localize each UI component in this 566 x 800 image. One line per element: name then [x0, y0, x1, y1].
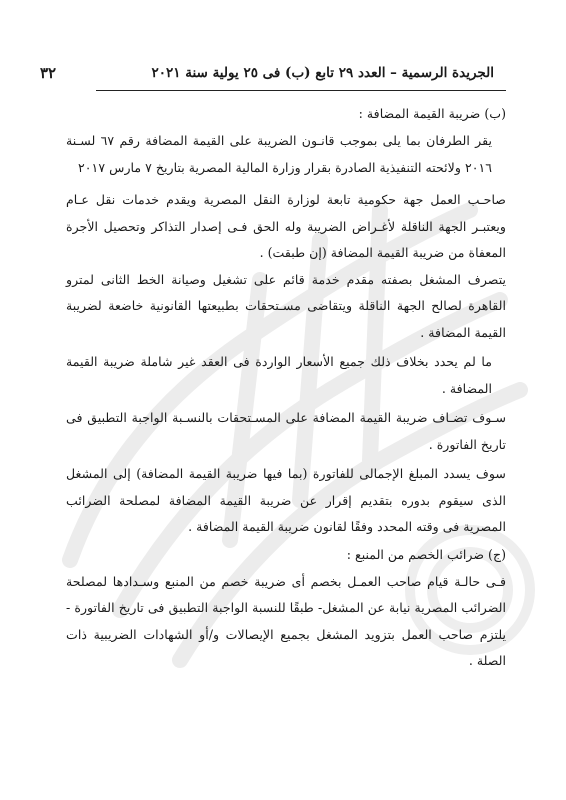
paragraph: يقر الطرفان بما يلى بموجب قانـون الضريبة على القيمة المضافة رقم ٦٧ لسـنة ٢٠١٦ ولائحته التنفيذية الصادرة بقرار وزارة المالية المصرية بتاريخ ٧ مارس ٢٠١٧ — [66, 133, 492, 175]
paragraph: فـى حالـة قيام صاحب العمـل بخصم أى ضريبة خصم من المنبع وسـدادها لمصلحة الضرائب المصرية نيابة عن المشغل- طبقًا للنسبة الواجبة التطبيق فى تاريخ الفاتورة - يلتزم صاحب العمل بتزويد المشغل بجميع الإيصالات و/أو الشهادات الضريبية ذات الصلة . — [66, 573, 506, 668]
gazette-title: الجريدة الرسمية – العدد ٢٩ تابع (ب) فى ٢٥ يولية سنة ٢٠٢١ — [151, 65, 494, 81]
running-header — [40, 62, 494, 84]
paragraph: سـوف تضـاف ضريبة القيمة المضافة على المسـتحقات بالنسـبة الواجبة التطبيق فى تاريخ الفاتورة . — [66, 410, 506, 452]
section-heading-vat: (ب) ضريبة القيمة المضافة : — [358, 106, 506, 121]
section-heading-withholding: (ج) ضرائب الخصم من المنبع : — [346, 546, 506, 562]
paragraph: سوف يسدد المبلغ الإجمالى للفاتورة (بما فيها ضريبة القيمة المضافة) إلى المشغل الذى سيقوم بدوره بتقديم إقرار عن ضريبة القيمة المضافة لمصلحة الضرائب المصرية فى وقته المحدد وفقًا لقانون ضريبة القيمة المضافة . — [66, 466, 506, 534]
paragraph: ما لم يحدد بخلاف ذلك جميع الأسعار الواردة فى العقد غير شاملة ضريبة القيمة المضافة . — [66, 354, 492, 396]
header-rule — [96, 90, 506, 91]
page-number: ٣٢ — [40, 64, 57, 82]
paragraph: صاحـب العمل جهة حكومية تابعة لوزارة النقل المصرية ويقدم خدمات نقل عـام ويعتبـر الجهة الناقلة لأغـراض الضريبة وله الحق فـى إصدار التذاكر وتحصيل الأجرة المعفاة من ضريبة القيمة المضافة (إن طبقت) . — [66, 192, 506, 260]
paragraph: يتصرف المشغل بصفته مقدم خدمة قائم على تشغيل وصيانة الخط الثانى لمترو القاهرة لصالح الجهة الناقلة ويتقاضى مسـتحقات بطبيعتها القانونية خاضعة لضريبة القيمة المضافة . — [66, 271, 506, 340]
page-body — [66, 100, 506, 675]
